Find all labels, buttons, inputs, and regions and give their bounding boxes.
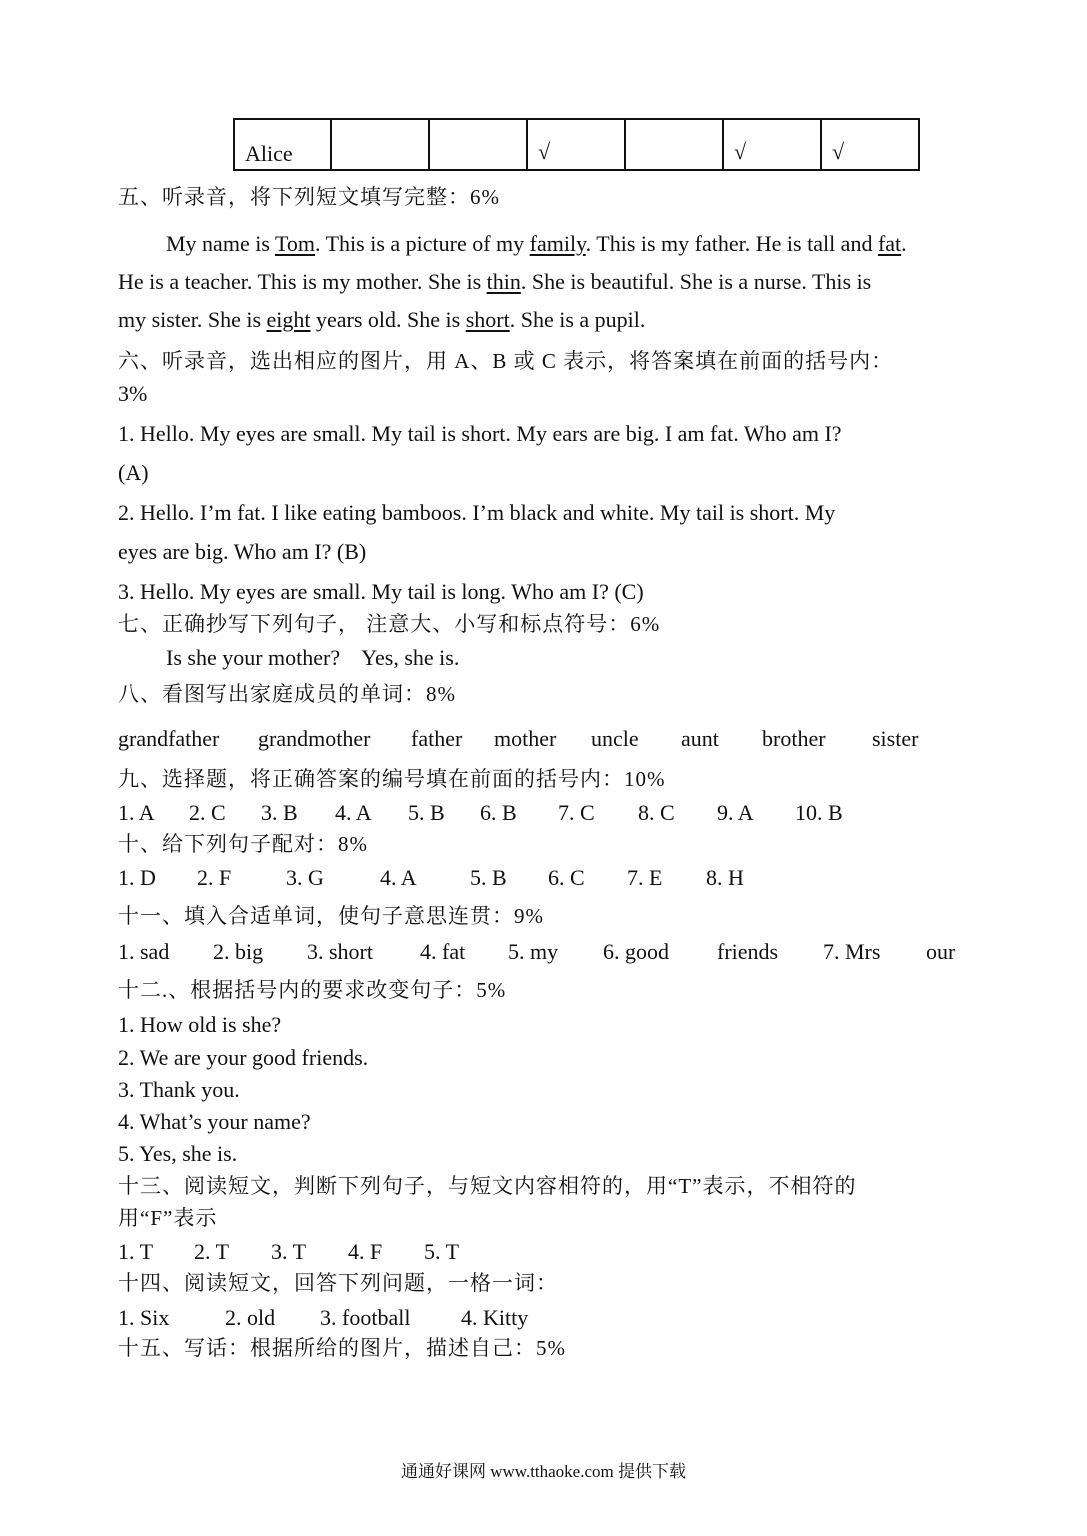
answer: 3. football (320, 1305, 411, 1330)
table-cell: √ (723, 119, 821, 170)
passage-text: my sister. She is (118, 307, 267, 332)
question-1: 1. Hello. My eyes are small. My tail is short. My ears are big. I am fat. Who am I? (118, 421, 842, 446)
answer: 6. B (480, 800, 517, 825)
answer: 2. T (194, 1239, 230, 1264)
section-6-title: 六、听录音，选出相应的图片，用 A、B 或 C 表示，将答案填在前面的括号内： (118, 349, 894, 373)
table-cell (331, 119, 429, 170)
answer: 7. E (627, 865, 663, 890)
passage-text: . This is a picture of my (315, 231, 530, 256)
sentence: 2. We are your good friends. (118, 1045, 369, 1070)
passage-text: years old. She is (310, 307, 466, 332)
section-14-title: 十四、阅读短文，回答下列问题，一格一词： (118, 1271, 558, 1295)
passage-line-1 (166, 233, 907, 255)
passage-text: . (901, 231, 907, 256)
word: aunt (681, 726, 719, 751)
answer-word: thin (486, 269, 521, 294)
section-6-title-cont: 3% (118, 381, 148, 406)
answer: 4. A (380, 865, 417, 890)
section-9-title: 九、选择题，将正确答案的编号填在前面的括号内：10% (118, 767, 666, 791)
section-8-title: 八、看图写出家庭成员的单词：8% (118, 682, 456, 706)
answer: 2. old (225, 1305, 276, 1330)
passage-line-3 (118, 309, 645, 331)
answer: 6. good (603, 939, 669, 964)
answer: 3. B (261, 800, 298, 825)
table-cell: √ (527, 119, 625, 170)
answer-word: family (529, 231, 586, 256)
table-cell (625, 119, 723, 170)
section-11-title: 十一、填入合适单词，使句子意思连贯：9% (118, 904, 544, 928)
section-5-title: 五、听录音，将下列短文填写完整：6% (118, 185, 500, 209)
copy-sentence: Is she your mother? Yes, she is. (166, 645, 460, 670)
answer: 1. D (118, 865, 156, 890)
answer: friends (717, 939, 779, 964)
answer: 9. A (717, 800, 754, 825)
table-row (234, 119, 919, 170)
passage-text: He is a teacher. This is my mother. She is (118, 269, 487, 294)
answer: 10. B (795, 800, 843, 825)
answer-word: Tom (274, 231, 315, 256)
answer: our (926, 939, 956, 964)
answer: 7. Mrs (823, 939, 881, 964)
word: grandfather (118, 726, 220, 751)
word: uncle (591, 726, 639, 751)
question-2-cont: eyes are big. Who am I? (B) (118, 539, 367, 564)
answer: 5. B (408, 800, 445, 825)
answer: 6. C (548, 865, 585, 890)
page-footer: 通通好课网 www.tthaoke.com 提供下载 (400, 1462, 687, 1481)
table-cell-name: Alice (234, 119, 331, 170)
answer: 1. A (118, 800, 155, 825)
answer: 2. C (189, 800, 226, 825)
answer: 2. big (213, 939, 264, 964)
passage-text: My name is (166, 231, 275, 256)
answer: 5. T (424, 1239, 460, 1264)
word: grandmother (258, 726, 371, 751)
answer: 8. H (706, 865, 744, 890)
answer: 4. Kitty (461, 1305, 529, 1330)
table-cell (429, 119, 527, 170)
word: sister (872, 726, 919, 751)
sentence: 5. Yes, she is. (118, 1141, 238, 1166)
answer: 7. C (558, 800, 595, 825)
sentence: 3. Thank you. (118, 1077, 240, 1102)
word: brother (762, 726, 826, 751)
section-7-title: 七、正确抄写下列句子， 注意大、小写和标点符号：6% (118, 612, 661, 636)
section-13-title-cont: 用“F”表示 (118, 1206, 218, 1230)
answer: 3. G (286, 865, 324, 890)
answer: 1. sad (118, 939, 170, 964)
answer-table (233, 118, 920, 171)
answer: 8. C (638, 800, 675, 825)
answer: 4. F (348, 1239, 383, 1264)
passage-text: . This is my father. He is tall and (585, 231, 878, 256)
table-cell: √ (821, 119, 919, 170)
passage-text: . She is beautiful. She is a nurse. This is (520, 269, 872, 294)
section-10-title: 十、给下列句子配对：8% (118, 832, 368, 856)
passage-text: . She is a pupil. (509, 307, 646, 332)
word: father (411, 726, 463, 751)
section-15-title: 十五、写话：根据所给的图片，描述自己：5% (118, 1336, 566, 1360)
answer-word: short (465, 307, 510, 332)
section-12-title: 十二.、根据括号内的要求改变句子：5% (118, 978, 507, 1002)
answer: 4. A (335, 800, 372, 825)
answer: 3. T (271, 1239, 307, 1264)
answer: 4. fat (420, 939, 466, 964)
sentence: 1. How old is she? (118, 1012, 282, 1037)
answer: 1. T (118, 1239, 154, 1264)
answer-word: eight (266, 307, 311, 332)
passage-line-2 (118, 271, 871, 293)
answer: 1. Six (118, 1305, 170, 1330)
section-13-title: 十三、阅读短文，判断下列句子，与短文内容相符的，用“T”表示，不相符的 (118, 1174, 857, 1198)
question-3: 3. Hello. My eyes are small. My tail is long. Who am I? (C) (118, 579, 644, 604)
answer: 5. my (508, 939, 559, 964)
question-2: 2. Hello. I’m fat. I like eating bamboos. I’m black and white. My tail is short. My (118, 500, 836, 525)
answer: 5. B (470, 865, 507, 890)
answer: 3. short (307, 939, 373, 964)
word: mother (494, 726, 557, 751)
sentence: 4. What’s your name? (118, 1109, 311, 1134)
question-1-answer: (A) (118, 460, 149, 485)
answer: 2. F (197, 865, 232, 890)
answer-word: fat (877, 231, 902, 256)
